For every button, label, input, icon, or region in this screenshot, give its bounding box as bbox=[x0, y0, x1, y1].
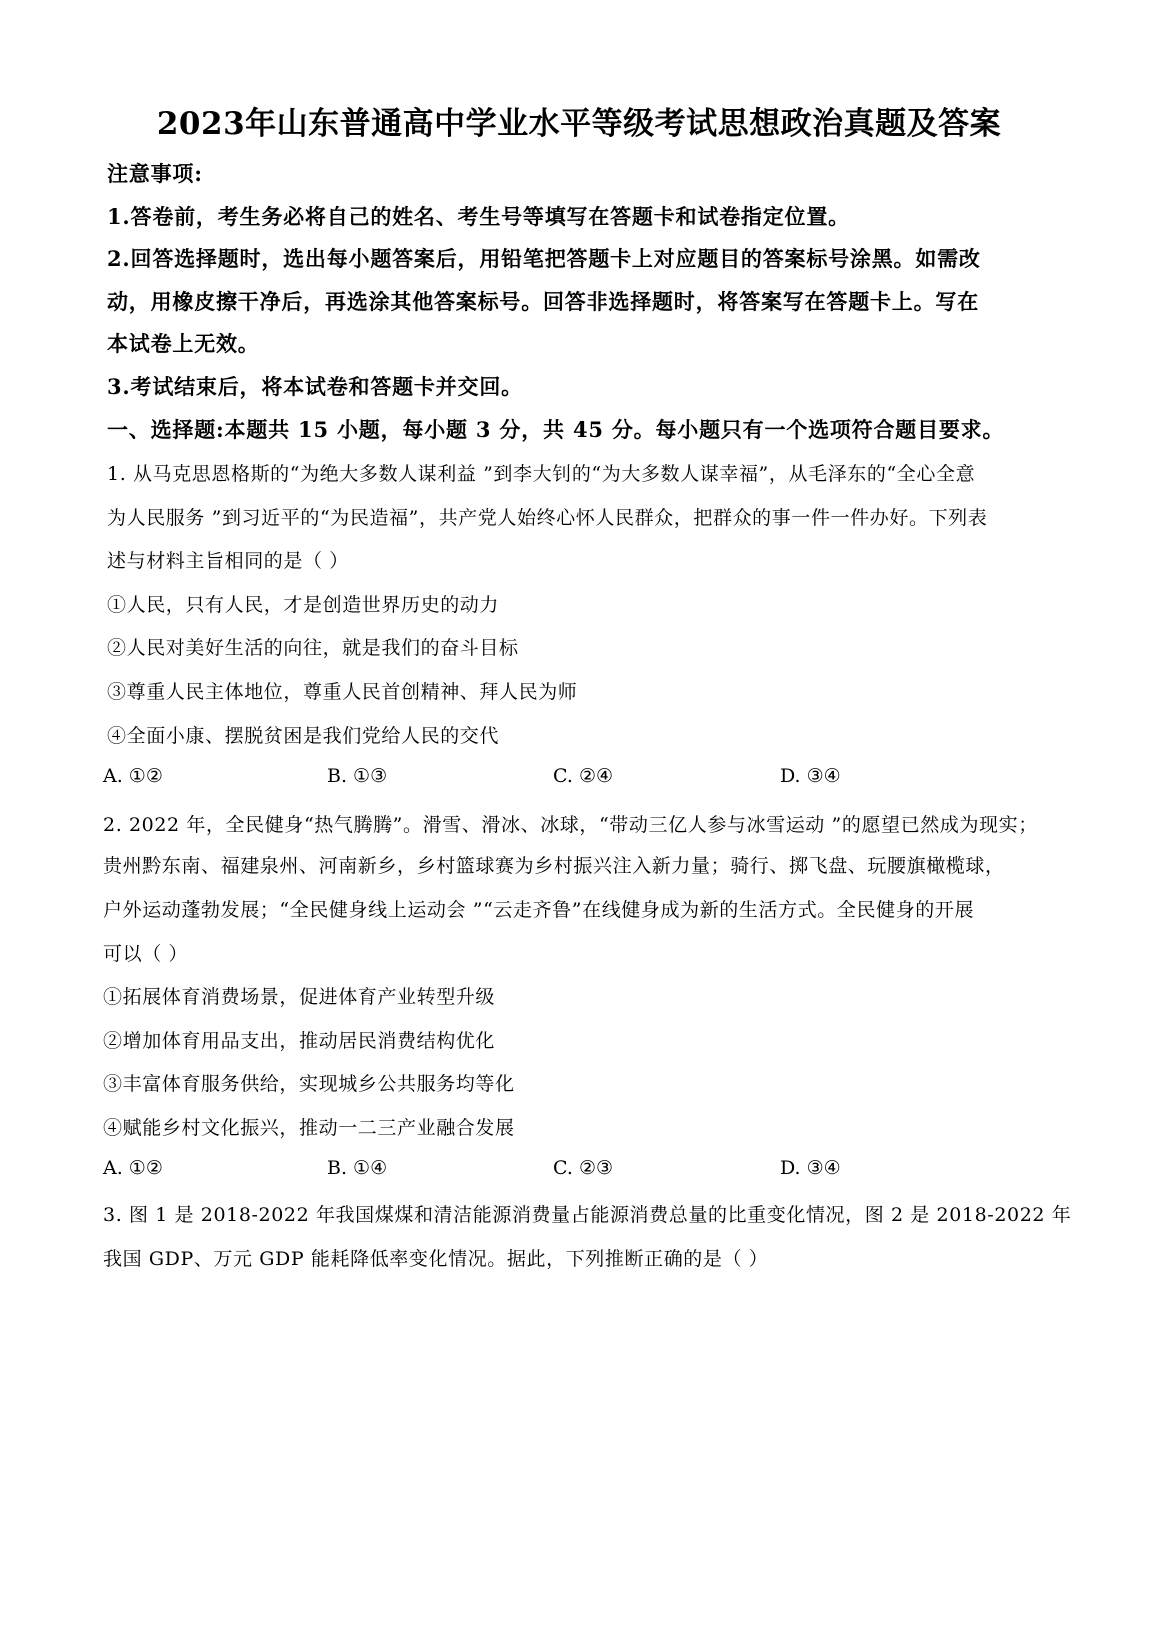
q2-option-d: D. ③④ bbox=[780, 1157, 841, 1179]
notice-line: 2.回答选择题时，选出每小题答案后，用铅笔把答题卡上对应题目的答案标号涂黑。如需改 bbox=[107, 246, 981, 271]
q2-item: ③丰富体育服务供给，实现城乡公共服务均等化 bbox=[103, 1073, 515, 1095]
q3-stem-line: 我国 GDP、万元 GDP 能耗降低率变化情况。据此，下列推断正确的是（ ） bbox=[103, 1248, 769, 1270]
notice-line: 动，用橡皮擦干净后，再选涂其他答案标号。回答非选择题时，将答案写在答题卡上。写在 bbox=[107, 289, 979, 314]
notice-heading: 注意事项: bbox=[107, 161, 203, 186]
q2-item: ②增加体育用品支出，推动居民消费结构优化 bbox=[103, 1030, 496, 1052]
q2-option-b: B. ①④ bbox=[327, 1157, 388, 1179]
q2-stem-line: 贵州黔东南、福建泉州、河南新乡，乡村篮球赛为乡村振兴注入新力量；骑行、掷飞盘、玩腰旗橄榄球， bbox=[103, 855, 1005, 877]
q1-stem-line: 1. 从马克思恩格斯的“为绝大多数人谋利益 ”到李大钊的“为大多数人谋幸福”，从毛泽东的“全心全意 bbox=[107, 463, 976, 485]
q3-stem-line: 3. 图 1 是 2018-2022 年我国煤煤和清洁能源消费量占能源消费总量的比重变化情况，图 2 是 2018-2022 年 bbox=[103, 1204, 1072, 1226]
q2-item: ④赋能乡村文化振兴，推动一二三产业融合发展 bbox=[103, 1117, 515, 1139]
q1-stem-line: 述与材料主旨相同的是（ ） bbox=[107, 550, 349, 572]
q2-stem-line: 可以（ ） bbox=[103, 943, 189, 965]
q1-item: ①人民，只有人民，才是创造世界历史的动力 bbox=[107, 594, 500, 616]
q2-option-a: A. ①② bbox=[103, 1157, 163, 1179]
section-heading: 一、选择题:本题共 15 小题，每小题 3 分，共 45 分。每小题只有一个选项符合题目要求。 bbox=[107, 417, 1005, 442]
notice-line: 3.考试结束后，将本试卷和答题卡并交回。 bbox=[107, 374, 523, 399]
q1-option-b: B. ①③ bbox=[327, 765, 388, 787]
q2-stem-line: 户外运动蓬勃发展；“全民健身线上运动会 ”“云走齐鲁”在线健身成为新的生活方式。全民健身的开展 bbox=[103, 899, 975, 921]
q2-option-c: C. ②③ bbox=[553, 1157, 614, 1179]
q1-item: ④全面小康、摆脱贫困是我们党给人民的交代 bbox=[107, 725, 500, 747]
q1-item: ②人民对美好生活的向往，就是我们的奋斗目标 bbox=[107, 637, 519, 659]
page-title: 2023年山东普通高中学业水平等级考试思想政治真题及答案 bbox=[156, 106, 1002, 142]
q1-item: ③尊重人民主体地位，尊重人民首创精神、拜人民为师 bbox=[107, 681, 578, 703]
notice-line: 1.答卷前，考生务必将自己的姓名、考生号等填写在答题卡和试卷指定位置。 bbox=[107, 204, 850, 229]
q2-item: ①拓展体育消费场景，促进体育产业转型升级 bbox=[103, 986, 496, 1008]
q2-stem-line: 2. 2022 年，全民健身“热气腾腾”。滑雪、滑冰、冰球，“带动三亿人参与冰雪运动 ”的愿望已然成为现实； bbox=[103, 814, 1038, 836]
q1-option-a: A. ①② bbox=[103, 765, 163, 787]
notice-line: 本试卷上无效。 bbox=[107, 331, 260, 356]
q1-option-d: D. ③④ bbox=[780, 765, 841, 787]
q1-stem-line: 为人民服务 ”到习近平的“为民造福”，共产党人始终心怀人民群众，把群众的事一件一件办好。下列表 bbox=[107, 507, 988, 529]
q1-option-c: C. ②④ bbox=[553, 765, 614, 787]
